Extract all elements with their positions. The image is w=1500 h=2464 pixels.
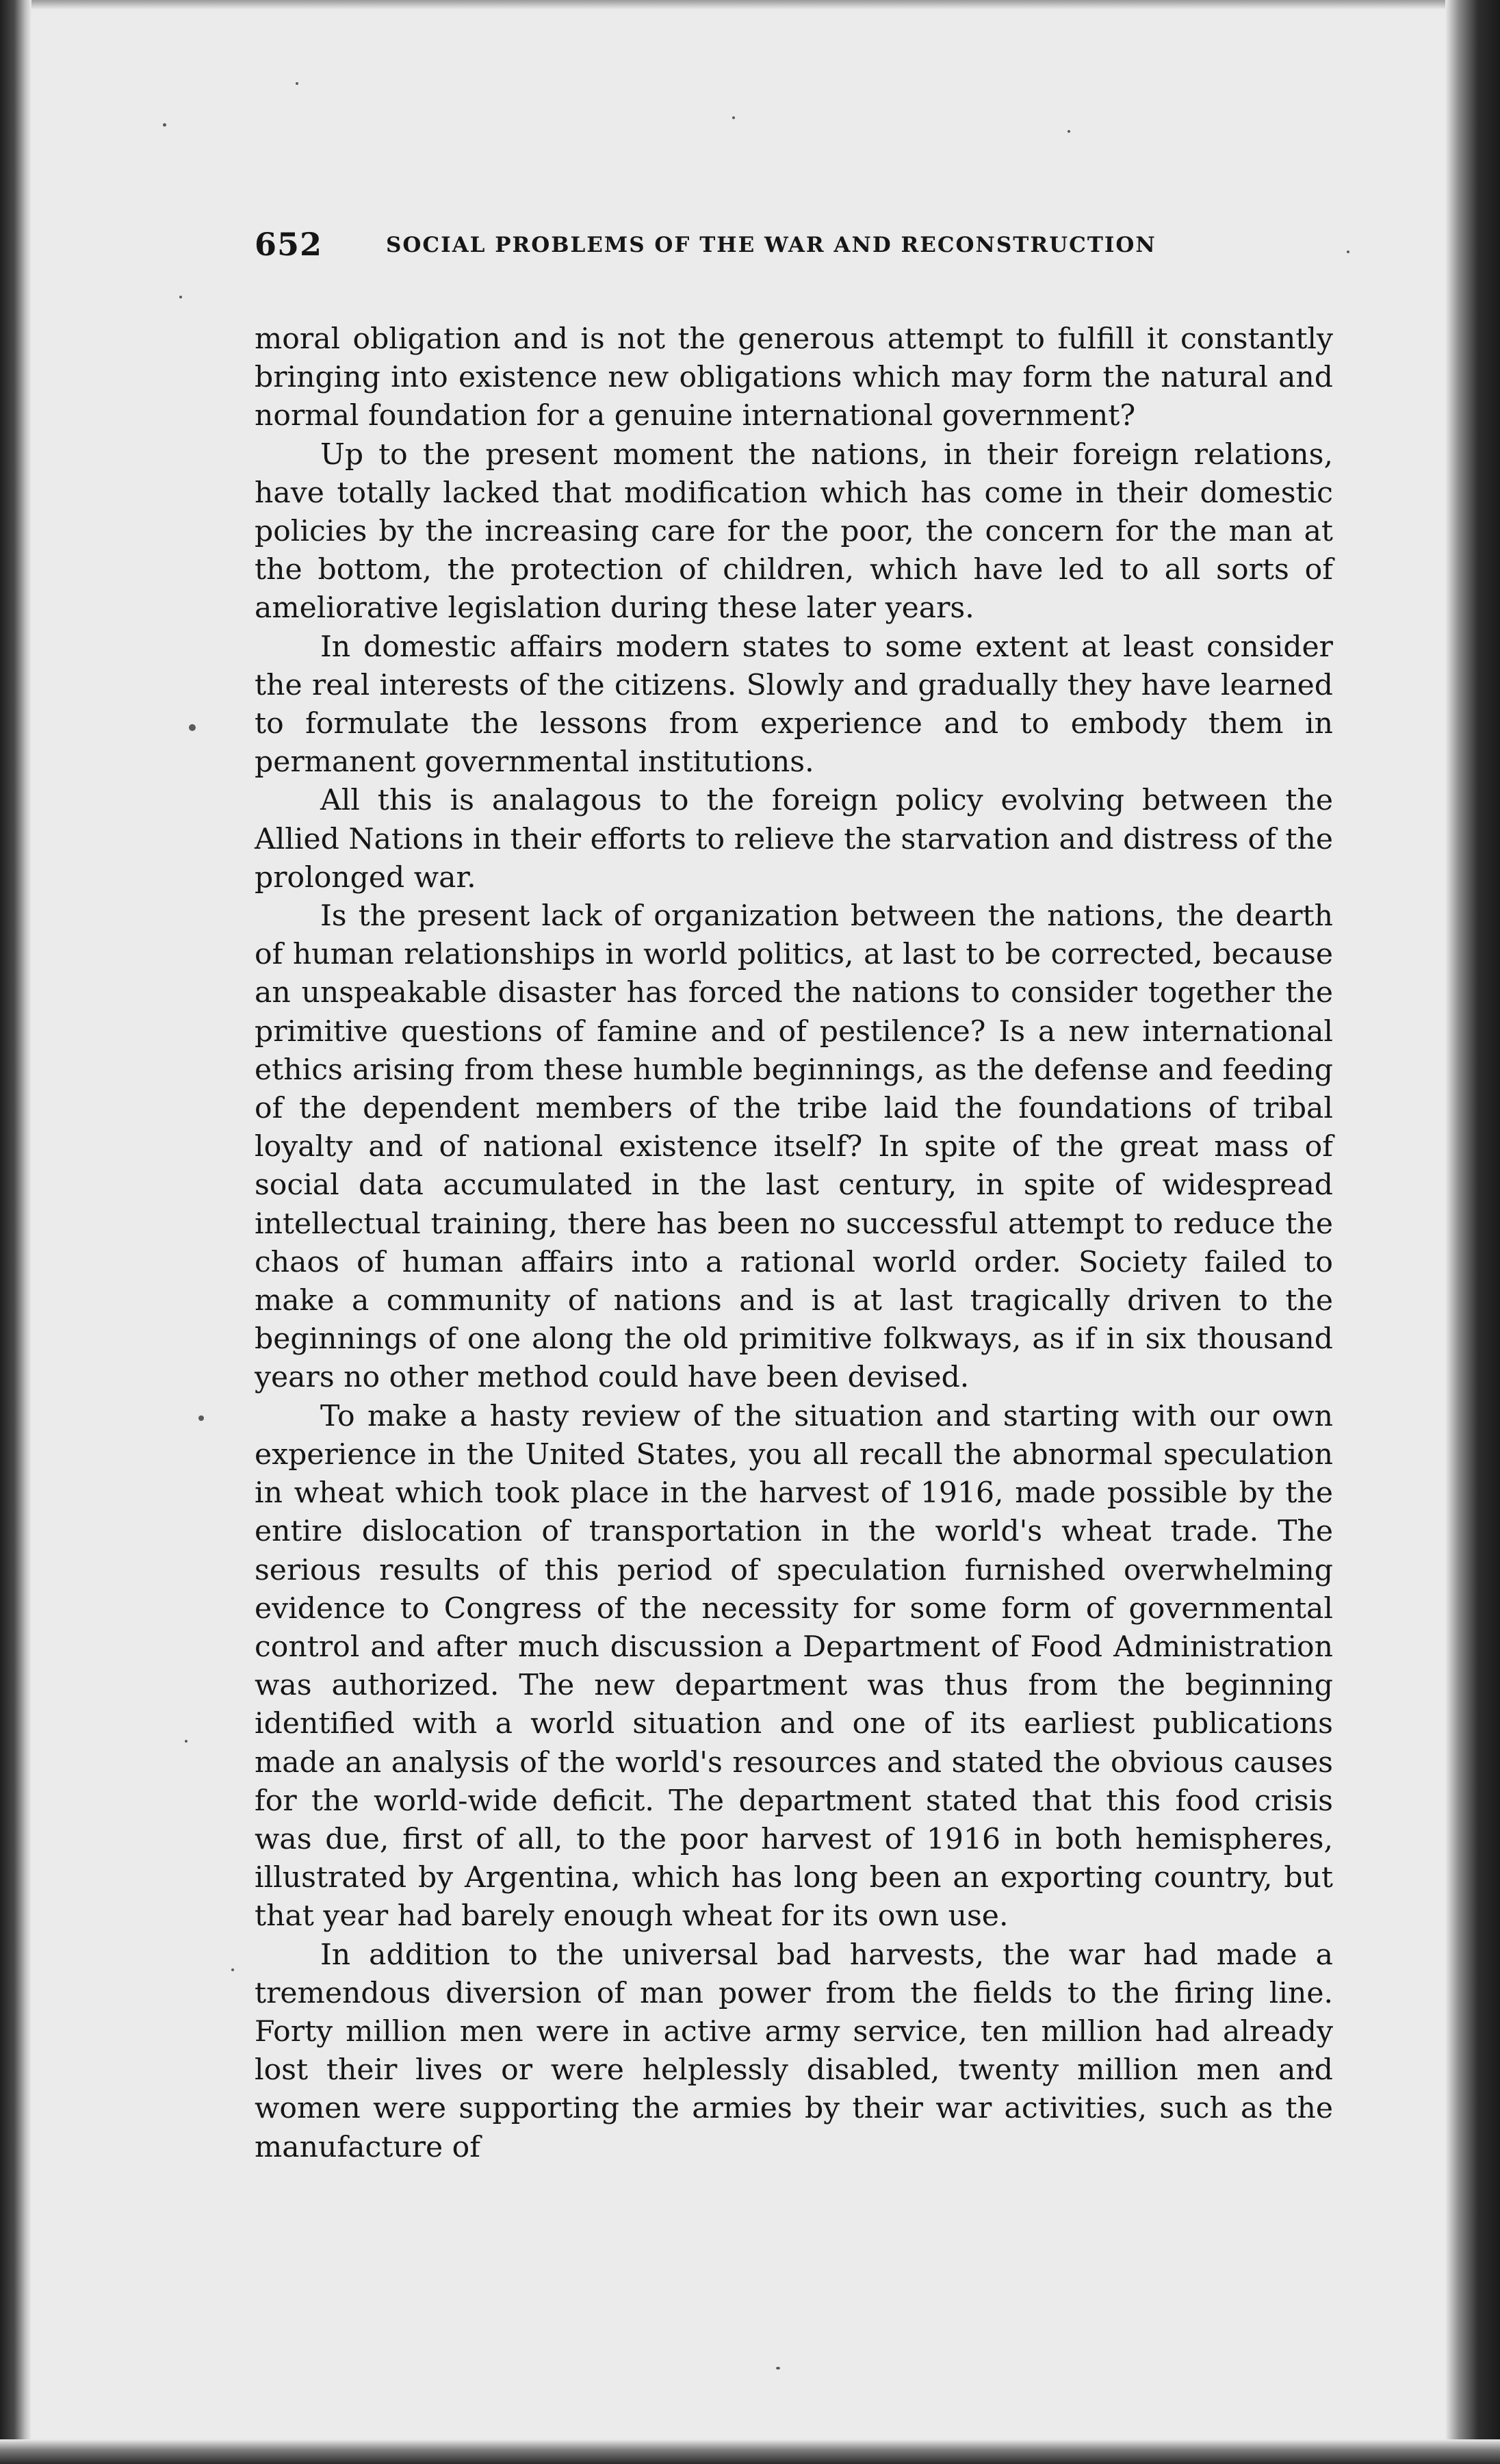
dust-speck	[1068, 130, 1070, 133]
dust-speck	[231, 1968, 234, 1971]
dust-speck	[1347, 251, 1349, 253]
dust-speck	[296, 82, 298, 85]
dust-speck	[732, 116, 735, 119]
scan-edge-left	[0, 0, 31, 2464]
dust-speck	[189, 724, 196, 731]
scan-edge-top	[0, 0, 1500, 10]
dust-speck	[163, 123, 166, 127]
book-page	[255, 226, 1333, 2167]
paragraph: Is the present lack of organization between the nations, the dearth of human relationships in world politics, at last to be corrected, because an unspeakable disaster has forced the nations to consider together the primitive questions of famine and of pestilence? Is a new international ethics arising from these humble beginnings, as the defense and feeding of the dependent members of the tribe laid the foundations of tribal loyalty and of national existence itself? In spite of the great mass of social data accumulated in the last century, in spite of widespread intellectual training, there has been no successful attempt to reduce the chaos of human affairs into a rational world order. Society failed to make a community of nations and is at last tragically driven to the beginnings of one along the old primitive folkways, as if in six thousand years no other method could have been devised.	[255, 899, 1333, 1395]
page-number: 652	[255, 226, 323, 263]
paragraph: To make a hasty review of the situation and starting with our own experience in the United States, you all recall the abnormal speculation in wheat which took place in the harvest of 1916, made possible by the entire dislocation of transportation in the world's wheat trade. The serious results of this period of speculation furnished overwhelming evidence to Congress of the necessity for some form of governmental control and after much discussion a Department of Food Administration was authorized. The new department was thus from the beginning identified with a world situation and one of its earliest publications made an analysis of the world's resources and stated the obvious causes for the world-wide deficit. The department stated that this food crisis was due, first of all, to the poor harvest of 1916 in both hemispheres, illustrated by Argentina, which has long been an exporting country, but that year had barely enough wheat for its own use.	[255, 1399, 1333, 1934]
paragraph: In domestic affairs modern states to some extent at least consider the real interests of the citizens. Slowly and gradually they have learned to formulate the lessons from experience and to embody them in permanent governmental institutions.	[255, 630, 1333, 780]
paragraph: moral obligation and is not the generous attempt to fulfill it constantly bringing into existence new obligations which may form the natural and normal foundation for a genuine international government?	[255, 322, 1333, 433]
scan-edge-bottom	[0, 2439, 1500, 2464]
paragraph: All this is analagous to the foreign policy evolving between the Allied Nations in their efforts to relieve the starvation and distress of the prolonged war.	[255, 784, 1333, 895]
running-head	[255, 226, 1333, 267]
scan-edge-right	[1445, 0, 1500, 2464]
body-text	[255, 320, 1333, 2167]
running-head-title: SOCIAL PROBLEMS OF THE WAR AND RECONSTRUCTION	[386, 233, 1156, 257]
paragraph: In addition to the universal bad harvests, the war had made a tremendous diversion of man power from the fields to the firing line. Forty million men were in active army service, ten million had already lost their lives or were helplessly disabled, twenty million men and women were supporting the armies by their war activities, such as the manufacture of	[255, 1938, 1333, 2164]
dust-speck	[179, 296, 182, 298]
dust-speck	[185, 1740, 188, 1743]
dust-speck	[198, 1415, 204, 1421]
paragraph: Up to the present moment the nations, in their foreign relations, have totally lacked that modification which has come in their domestic policies by the increasing care for the poor, the concern for the man at the bottom, the protection of children, which have led to all sorts of ameliorative legislation during these later years.	[255, 437, 1333, 626]
dust-speck	[776, 2367, 780, 2370]
